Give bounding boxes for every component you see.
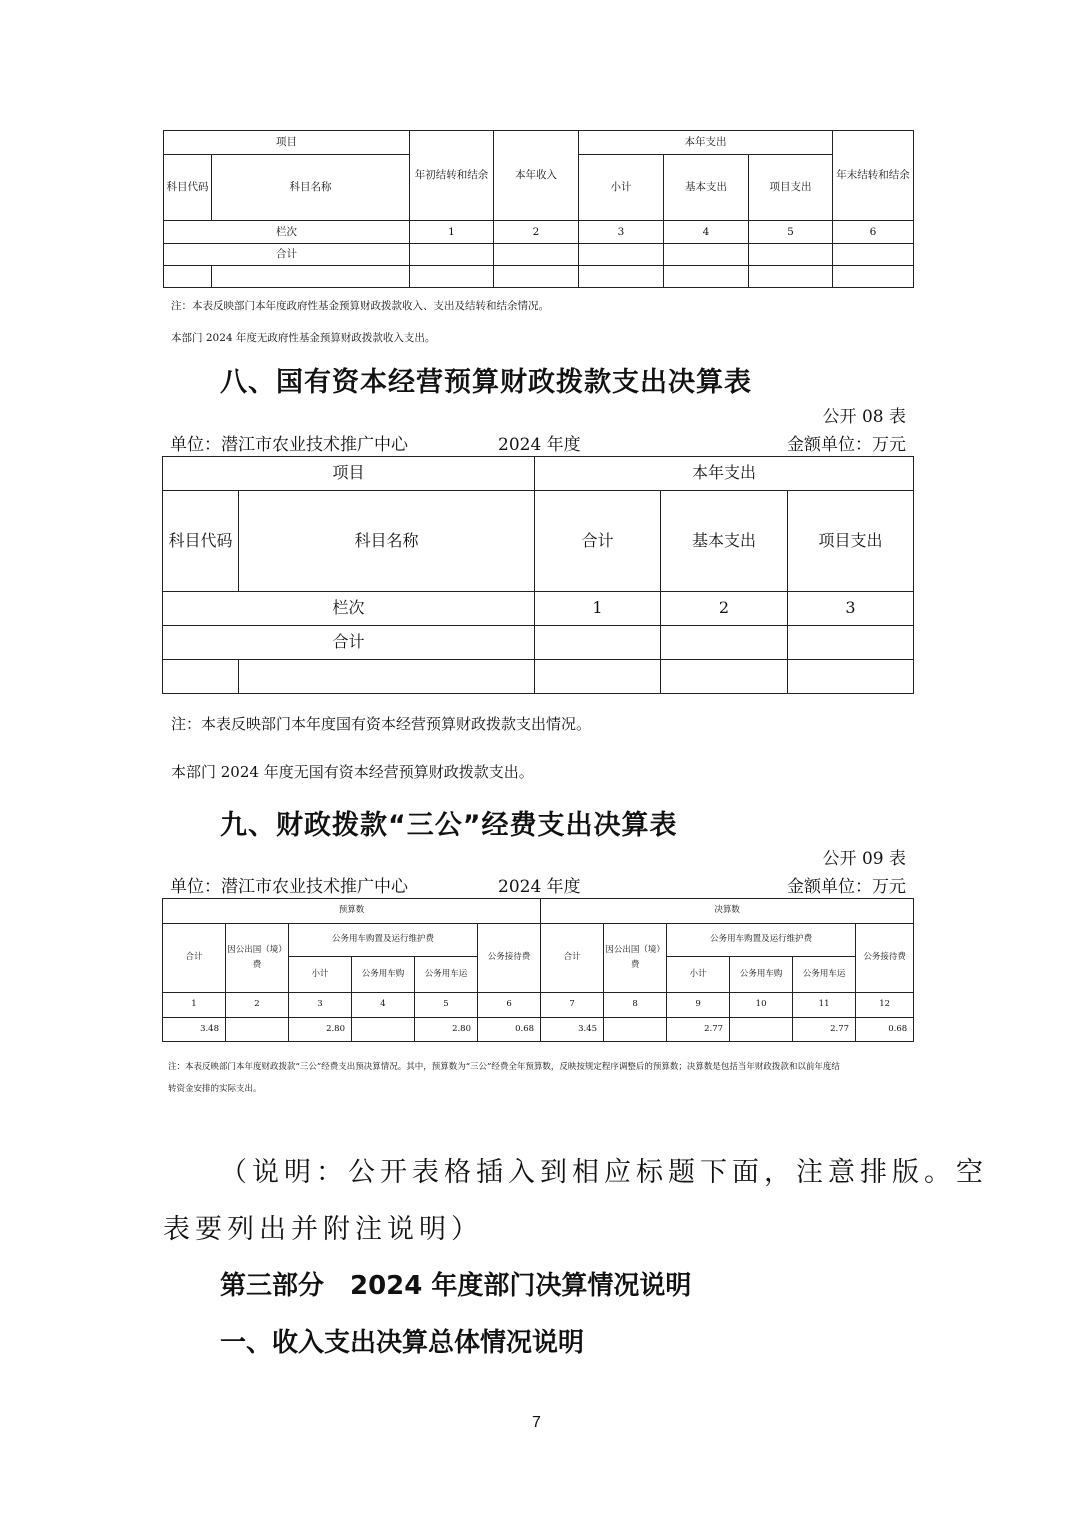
value-cell — [226, 1018, 289, 1042]
header-expense: 本年支出 — [535, 457, 914, 491]
header-total: 合计 — [541, 924, 604, 993]
cell — [749, 266, 833, 288]
header-end-balance: 年末结转和结余 — [833, 131, 914, 221]
currency-label: 金额单位：万元 — [787, 877, 906, 897]
header-car-buy: 公务用车购 — [730, 957, 793, 993]
subsection-title: 一、收入支出决算总体情况说明 — [220, 1328, 585, 1358]
col-num: 8 — [604, 993, 667, 1018]
cell — [535, 660, 661, 694]
header-item: 项目 — [164, 131, 410, 155]
cell — [833, 266, 914, 288]
currency-label: 金额单位：万元 — [787, 435, 906, 455]
header-abroad: 因公出国（境）费 — [604, 924, 667, 993]
table-07 — [163, 130, 914, 288]
header-item: 项目 — [163, 457, 535, 491]
header-subtotal: 小计 — [579, 155, 664, 221]
table08-note: 注：本表反映部门本年度国有资本经营预算财政拨款支出情况。 — [171, 715, 592, 733]
table-09 — [162, 898, 914, 1042]
value-cell — [352, 1018, 415, 1042]
unit-label: 单位：潜江市农业技术推广中心 — [170, 435, 408, 455]
value-cell — [730, 1018, 793, 1042]
cell — [212, 266, 410, 288]
cell — [535, 626, 661, 660]
col-num: 6 — [833, 221, 914, 244]
cell — [788, 626, 914, 660]
header-car-buy: 公务用车购 — [352, 957, 415, 993]
cell — [833, 244, 914, 266]
header-subtotal: 小计 — [667, 957, 730, 993]
cell — [163, 660, 239, 694]
cell — [164, 266, 212, 288]
col-num: 1 — [163, 993, 226, 1018]
col-num: 1 — [410, 221, 494, 244]
col-num: 7 — [541, 993, 604, 1018]
col-num: 3 — [788, 592, 914, 626]
form-id: 公开 09 表 — [822, 849, 906, 869]
header-income: 本年收入 — [494, 131, 579, 221]
section9-heading: 九、财政拨款“三公”经费支出决算表 — [220, 810, 678, 841]
cell — [579, 266, 664, 288]
value-cell: 2.80 — [289, 1018, 352, 1042]
cell — [664, 244, 749, 266]
cell — [494, 266, 579, 288]
col-num: 12 — [856, 993, 914, 1018]
instruction-line2: 表要列出并附注说明） — [163, 1214, 483, 1245]
header-name: 科目名称 — [239, 491, 535, 592]
value-cell: 3.48 — [163, 1018, 226, 1042]
page-number: 7 — [532, 1414, 541, 1431]
table07-note: 注：本表反映部门本年度政府性基金预算财政拨款收入、支出及结转和结余情况。 — [171, 300, 549, 312]
col-num: 2 — [494, 221, 579, 244]
header-code: 科目代码 — [164, 155, 212, 221]
header-name: 科目名称 — [212, 155, 410, 221]
header-expense: 本年支出 — [579, 131, 833, 155]
header-subtotal: 小计 — [289, 957, 352, 993]
cell — [749, 244, 833, 266]
col-num: 6 — [478, 993, 541, 1018]
col-num: 2 — [226, 993, 289, 1018]
year-label: 2024 年度 — [498, 435, 581, 455]
value-cell: 2.77 — [667, 1018, 730, 1042]
col-num: 1 — [535, 592, 661, 626]
col-num: 3 — [289, 993, 352, 1018]
row-col-label: 栏次 — [164, 221, 410, 244]
year-label: 2024 年度 — [498, 877, 581, 897]
header-begin-balance: 年初结转和结余 — [410, 131, 494, 221]
col-num: 10 — [730, 993, 793, 1018]
value-cell — [604, 1018, 667, 1042]
header-final: 决算数 — [541, 899, 914, 924]
header-reception: 公务接待费 — [856, 924, 914, 993]
cell — [664, 266, 749, 288]
header-basic: 基本支出 — [661, 491, 788, 592]
col-num: 5 — [749, 221, 833, 244]
cell — [410, 244, 494, 266]
value-cell: 0.68 — [478, 1018, 541, 1042]
row-total-label: 合计 — [163, 626, 535, 660]
cell — [494, 244, 579, 266]
table09-note-line2: 转资金安排的实际支出。 — [168, 1084, 262, 1095]
header-car-run: 公务用车运 — [793, 957, 856, 993]
value-cell: 0.68 — [856, 1018, 914, 1042]
col-num: 4 — [664, 221, 749, 244]
header-budget: 预算数 — [163, 899, 541, 924]
header-basic: 基本支出 — [664, 155, 749, 221]
cell — [661, 660, 788, 694]
part3-title: 第三部分 2024 年度部门决算情况说明 — [220, 1271, 692, 1301]
col-num: 2 — [661, 592, 788, 626]
header-project: 项目支出 — [788, 491, 914, 592]
value-cell: 3.45 — [541, 1018, 604, 1042]
section8-heading: 八、国有资本经营预算财政拨款支出决算表 — [220, 367, 752, 398]
cell — [579, 244, 664, 266]
value-cell: 2.77 — [793, 1018, 856, 1042]
cell — [788, 660, 914, 694]
header-total: 合计 — [163, 924, 226, 993]
instruction-line1: （说明：公开表格插入到相应标题下面，注意排版。空 — [220, 1157, 988, 1188]
header-total: 合计 — [535, 491, 661, 592]
header-vehicle: 公务用车购置及运行维护费 — [667, 924, 856, 957]
header-vehicle: 公务用车购置及运行维护费 — [289, 924, 478, 957]
form-id: 公开 08 表 — [822, 407, 906, 427]
col-num: 5 — [415, 993, 478, 1018]
col-num: 3 — [579, 221, 664, 244]
header-car-run: 公务用车运 — [415, 957, 478, 993]
col-num: 4 — [352, 993, 415, 1018]
table08-empty-note: 本部门 2024 年度无国有资本经营预算财政拨款支出。 — [171, 763, 534, 781]
col-num: 11 — [793, 993, 856, 1018]
table09-note-line1: 注：本表反映部门本年度财政拨款“三公”经费支出预决算情况。其中，预算数为“三公”经费全年预算数，反映按规定程序调整后的预算数；决算数是包括当年财政拨款和以前年度结 — [168, 1062, 840, 1072]
value-cell: 2.80 — [415, 1018, 478, 1042]
row-total-label: 合计 — [164, 244, 410, 266]
header-project: 项目支出 — [749, 155, 833, 221]
row-col-label: 栏次 — [163, 592, 535, 626]
cell — [661, 626, 788, 660]
unit-label: 单位：潜江市农业技术推广中心 — [170, 877, 408, 897]
cell — [410, 266, 494, 288]
table09-note — [168, 1056, 913, 1100]
header-abroad: 因公出国（境）费 — [226, 924, 289, 993]
table07-empty-note: 本部门 2024 年度无政府性基金预算财政拨款收入支出。 — [171, 332, 436, 344]
cell — [239, 660, 535, 694]
header-code: 科目代码 — [163, 491, 239, 592]
table-08 — [162, 456, 914, 694]
col-num: 9 — [667, 993, 730, 1018]
header-reception: 公务接待费 — [478, 924, 541, 993]
